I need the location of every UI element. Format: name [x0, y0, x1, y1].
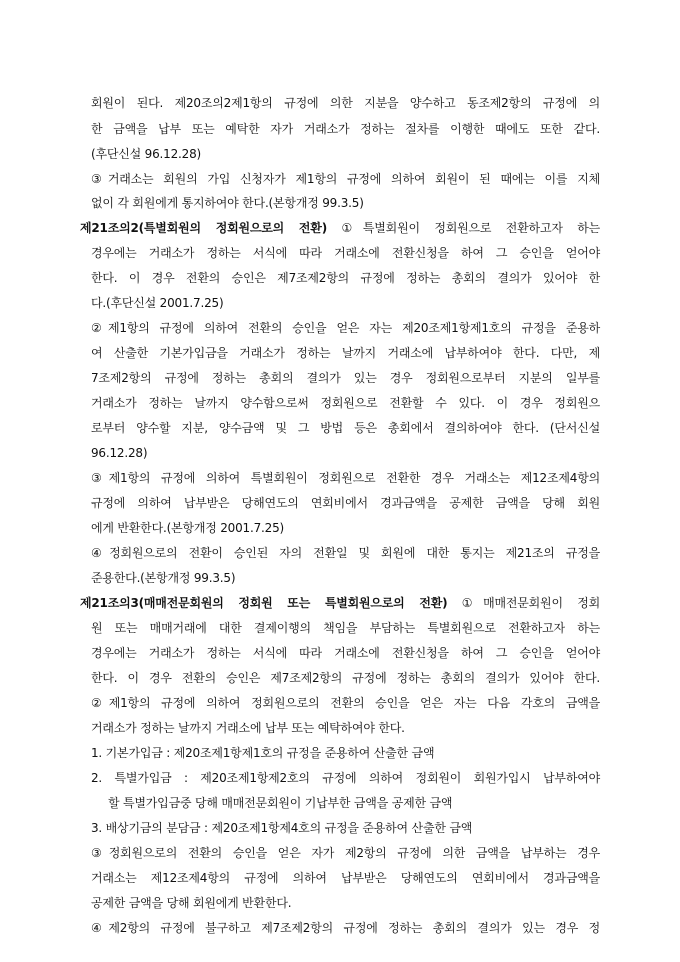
- text-line: 회원이 된다. 제20조의2제1항의 규정에 의한 지분을 양수하고 동조제2항의 규정에 의: [91, 96, 600, 110]
- article-21-2-first-line: [80, 217, 600, 239]
- text-line: 규정에 의하여 납부받은 당해연도의 연회비에서 경과금액을 공제한 금액을 당해 회원: [91, 496, 600, 510]
- text-line: 다.(후단신설 2001.7.25): [91, 296, 224, 310]
- text-line: 96.12.28): [91, 446, 148, 460]
- text-line: 경우에는 거래소가 정하는 서식에 따라 거래소에 전환신청을 하여 그 승인을 얻어야: [91, 646, 600, 660]
- text-line: 공제한 금액을 당해 회원에게 반환한다.: [91, 896, 292, 910]
- text-line: ④정회원으로의 전환이 승인된 자의 전환일 및 회원에 대한 통지는 제21조의 규정을: [91, 546, 600, 560]
- article-heading: 제21조의3(매매전문회원의 정회원 또는 특별회원으로의 전환): [80, 596, 448, 610]
- text-line: ④제2항의 규정에 불구하고 제7조제2항의 규정에 정하는 총회의 결의가 있는 경우 정: [91, 921, 600, 935]
- text-line: 로부터 양수할 지분, 양수금액 및 그 방법 등은 총회에서 결의하여야 한다. (단서신설: [91, 421, 600, 435]
- text-line: ②제1항의 규정에 의하여 정회원으로의 전환의 승인을 얻은 자는 다음 각호의 금액을: [91, 696, 600, 710]
- text-line: 거래소가 정하는 날까지 거래소에 납부 또는 예탁하여야 한다.: [91, 721, 405, 735]
- text-line: ②제1항의 규정에 의하여 전환의 승인을 얻은 자는 제20조제1항제1호의 규정을 준용하: [91, 321, 600, 335]
- text-line: ③거래소는 회원의 가입 신청자가 제1항의 규정에 의하여 회원이 된 때에는 이를 지체: [91, 172, 600, 186]
- list-item: 1. 기본가입금 : 제20조제1항제1호의 규정을 준용하여 산출한 금액: [91, 746, 435, 760]
- text-line: ③제1항의 규정에 의하여 특별회원이 정회원으로 전환한 경우 거래소는 제12조제4항의: [91, 471, 600, 485]
- text-line: (후단신설 96.12.28): [91, 147, 201, 161]
- text-line: 한다. 이 경우 전환의 승인은 제7조제2항의 규정에 정하는 총회의 결의가 있어야 한다.: [91, 671, 600, 685]
- text-line: 여 산출한 기본가입금을 거래소가 정하는 날까지 거래소에 납부하여야 한다. 다만, 제: [91, 346, 600, 360]
- text-segment: ①특별회원이 정회원으로 전환하고자 하는: [326, 221, 600, 235]
- text-line: 거래소는 제12조제4항의 규정에 의하여 납부받은 당해연도의 연회비에서 경과금액을: [91, 871, 600, 885]
- list-item: 3. 배상기금의 분담금 : 제20조제1항제4호의 규정을 준용하여 산출한 금액: [91, 821, 473, 835]
- text-line: 경우에는 거래소가 정하는 서식에 따라 거래소에 전환신청을 하여 그 승인을 얻어야: [91, 246, 600, 260]
- article-heading: 제21조의2(특별회원의 정회원으로의 전환): [80, 221, 327, 235]
- text-line: ③정회원으로의 전환의 승인을 얻은 자가 제2항의 규정에 의한 금액을 납부하는 경우: [91, 846, 600, 860]
- article-21-3-first-line: [80, 592, 600, 614]
- text-line: 한 금액을 납부 또는 예탁한 자가 거래소가 정하는 절차를 이행한 때에도 또한 같다.: [91, 122, 600, 136]
- list-item: 2. 특별가입금 : 제20조제1항제2호의 규정에 의하여 정회원이 회원가입시 납부하여야: [91, 771, 600, 785]
- text-line: 없이 각 회원에게 통지하여야 한다.(본항개정 99.3.5): [91, 196, 364, 210]
- text-line: 준용한다.(본항개정 99.3.5): [91, 571, 236, 585]
- text-line: 원 또는 매매거래에 대한 결제이행의 책임을 부담하는 특별회원으로 전환하고자 하는: [91, 621, 600, 635]
- text-line: 에게 반환한다.(본항개정 2001.7.25): [91, 521, 284, 535]
- text-line: 7조제2항의 규정에 정하는 총회의 결의가 있는 경우 정회원으로부터 지분의 일부를: [91, 371, 600, 385]
- text-segment: ①매매전문회원이 정회: [447, 596, 600, 610]
- text-line: 한다. 이 경우 전환의 승인은 제7조제2항의 규정에 정하는 총회의 결의가 있어야 한: [91, 271, 600, 285]
- list-item-continuation: 할 특별가입금중 당해 매매전문회원이 기납부한 금액을 공제한 금액: [108, 796, 453, 810]
- text-line: 거래소가 정하는 날까지 양수함으로써 정회원으로 전환할 수 있다. 이 경우 정회원으: [91, 396, 600, 410]
